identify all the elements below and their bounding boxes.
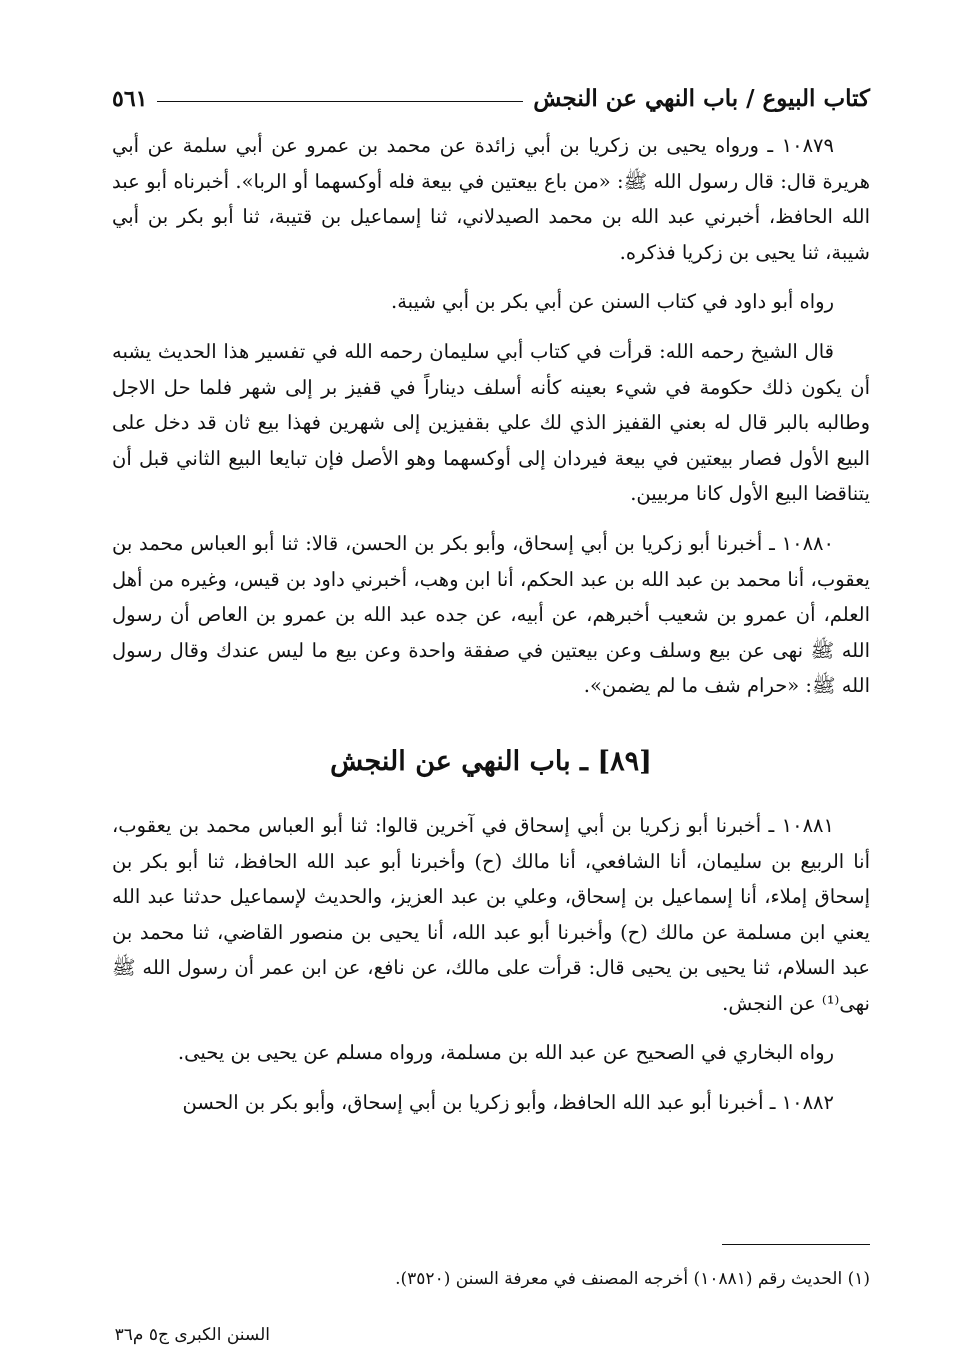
hadith-10880-paragraph: ١٠٨٨٠ ـ أخبرنا أبو زكريا بن أبي إسحاق، وأبو بكر بن الحسن، قالا: ثنا أبو العباس محمد بن يعقوب، أنا محمد بن عبد الله بن عبد الحكم، أنا ابن وهب، أخبرني داود بن قيس، وغيره من أهل العلم، أن عمرو بن شعيب أخبرهم، عن أبيه، عن جده عبد الله بن عمرو بن العاص أن رسول الله ﷺ نهى عن بيع وسلف وعن بيعتين في صفقة واحدة وعن بيع ما ليس عندك وقال رسول الله ﷺ: «حرام شف ما لم يضمن». — [112, 531, 870, 698]
page-number: ٥٦١ — [112, 86, 148, 112]
hadith-10881-paragraph: ١٠٨٨١ ـ أخبرنا أبو زكريا بن أبي إسحاق في آخرين قالوا: ثنا أبو العباس محمد بن يعقوب، أنا الربيع بن سليمان، أنا الشافعي، أنا مالك (ح) وأخبرنا أبو عبد الله الحافظ، ثنا أبو بكر بن إسحاق إملاء، أنا إسماعيل بن إسحاق، وعلي بن عبد العزيز، والحديث لإسماعيل حدثنا عبد الله يعني ابن مسلمة عن مالك (ح) وأخبرنا أبو عبد الله، أنا يحيى بن منصور القاضي، ثنا محمد بن عبد السلام، ثنا يحيى بن يحيى قال: قرأت على مالك، عن نافع، عن ابن عمر أن رسول الله ﷺ نهى⁽¹⁾ عن النجش. — [112, 813, 870, 1015]
printer-signature: السنن الكبرى ج٥ م٣٦ — [114, 1325, 270, 1345]
header-rule — [157, 101, 523, 102]
commentary-paragraph: قال الشيخ رحمه الله: قرأت في كتاب أبي سليمان رحمه الله في تفسير هذا الحديث يشبه أن يكون ذلك حكومة في شيء بعينه كأنه أسلف ديناراً في قفيز بر إلى شهر فلما حل الاجل وطالبه بالبر قال له بعني القفيز الذي لك علي بقفيزين إلى شهرين فهذا بيع ثان قد دخل على البيع الأول فصار بيعتين في بيعة فيردان إلى أوكسهما وهو الأصل فإن تبايعا البيع الثاني قبل أن يتناقضا البيع الأول كانا مربيين. — [112, 339, 870, 506]
chapter-heading: [٨٩] ـ باب النهي عن النجش — [330, 745, 652, 777]
hadith-10879-paragraph: ١٠٨٧٩ ـ ورواه يحيى بن زكريا بن أبي زائدة عن محمد بن عمرو عن أبي سلمة عن أبي هريرة قال: قال رسول الله ﷺ: «من باع بيعتين في بيعة فله أوكسهما أو الربا». أخبرناه أبو عبد الله الحافظ، أخبرني عبد الله بن محمد الصيدلاني، ثنا إسماعيل بن قتيبة، ثنا أبو بكر بن أبي شيبة، ثنا يحيى بن زكريا فذكره. — [112, 134, 870, 264]
running-title: كتاب البيوع / باب النهي عن النجش — [533, 85, 870, 112]
footnote-rule — [722, 1244, 870, 1245]
page-header — [112, 78, 870, 112]
footnote: (١) الحديث رقم (١٠٨٨١) أخرجه المصنف في معرفة السنن (٣٥٢٠). — [395, 1269, 870, 1289]
narration-note-paragraph: رواه أبو داود في كتاب السنن عن أبي بكر بن أبي شيبة. — [391, 290, 834, 314]
narration-note-paragraph-2: رواه البخاري في الصحيح عن عبد الله بن مسلمة، ورواه مسلم عن يحيى بن يحيى. — [177, 1041, 834, 1065]
hadith-10882-paragraph: ١٠٨٨٢ ـ أخبرنا أبو عبد الله الحافظ، وأبو زكريا بن أبي إسحاق، وأبو بكر بن الحسن — [182, 1091, 834, 1115]
page-body — [112, 128, 870, 1121]
